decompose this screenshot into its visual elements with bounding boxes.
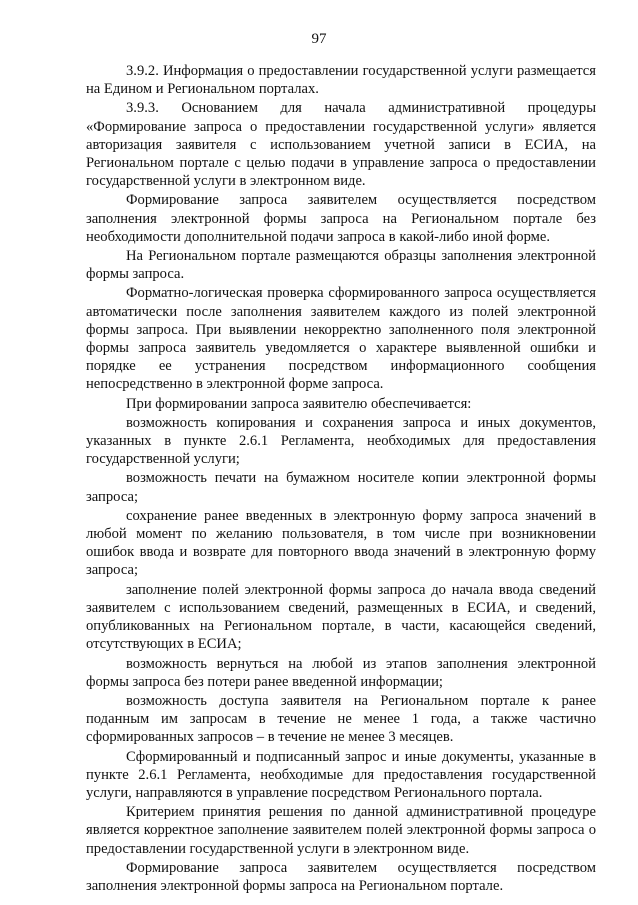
paragraph: Критерием принятия решения по данной административной процедуре является корректное заполнение заявителем полей электронной формы запроса о предоставлении государственной услуги в электронном виде. <box>86 804 596 857</box>
list-item: заполнение полей электронной формы запроса до начала ввода сведений заявителем с использованием сведений, размещенных в ЕСИА, и сведений, опубликованных на Региональном портале, в части, касающейся сведений, отсутствующих в ЕСИА; <box>86 581 596 653</box>
paragraph: На Региональном портале размещаются образцы заполнения электронной формы запроса. <box>86 248 596 283</box>
paragraph: 3.9.2. Информация о предоставлении государственной услуги размещается на Едином и Региональном порталах. <box>86 63 596 98</box>
list-item: возможность вернуться на любой из этапов заполнения электронной формы запроса без потери ранее введенной информации; <box>86 655 596 690</box>
paragraph: Сформированный и подписанный запрос и иные документы, указанные в пункте 2.6.1 Регламента, необходимые для предоставления государственной услуги, направляются в управление посредством Регионального портала. <box>86 748 596 801</box>
list-item: сохранение ранее введенных в электронную форму запроса значений в любой момент по желанию пользователя, в том числе при возникновении ошибок ввода и возврате для повторного ввода значений в электронную форму запроса; <box>86 507 596 579</box>
document-body <box>86 62 596 896</box>
paragraph: Формирование запроса заявителем осуществляется посредством заполнения электронной формы запроса на Региональном портале без необходимости дополнительной подачи запроса в какой-либо иной форме. <box>86 192 596 245</box>
page-number: 97 <box>311 31 327 47</box>
paragraph: Формирование запроса заявителем осуществляется посредством заполнения электронной формы запроса на Региональном портале. <box>86 859 596 894</box>
list-item: возможность копирования и сохранения запроса и иных документов, указанных в пункте 2.6.1 Регламента, необходимых для предоставления государственной услуги; <box>86 414 596 468</box>
paragraph: При формировании запроса заявителю обеспечивается: <box>126 395 472 412</box>
paragraph: 3.9.3. Основанием для начала административной процедуры «Формирование запроса о предоставлении государственной услуги» является авторизация заявителя с использованием учетной записи в ЕСИА, на Региональном портале с целью подачи в управление запроса о предоставлении государственной услуги в электронном виде. <box>86 100 596 190</box>
list-item: возможность доступа заявителя на Региональном портале к ранее поданным им запросам в течение не менее 1 года, а также частично сформированных запросов – в течение не менее 3 месяцев. <box>86 692 596 746</box>
paragraph: Форматно-логическая проверка сформированного запроса осуществляется автоматически после заполнения заявителем каждого из полей электронной формы запроса. При выявлении некорректно заполненного поля электронной формы запроса заявитель уведомляется о характере выявленной ошибки и порядке ее устранения посредством информационного сообщения непосредственно в электронной форме запроса. <box>86 285 596 393</box>
list-item: возможность печати на бумажном носителе копии электронной формы запроса; <box>86 470 596 505</box>
